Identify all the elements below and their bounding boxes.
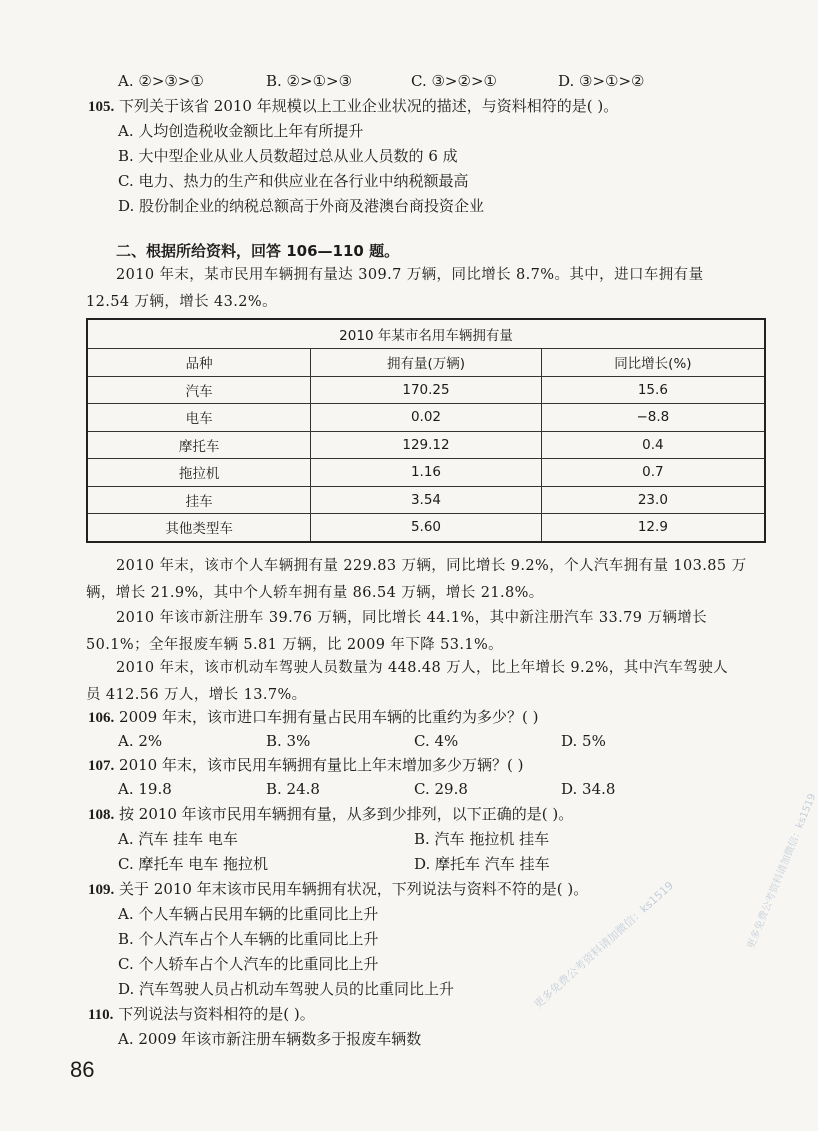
q104-option-b: B. ②>①>③ (266, 72, 353, 90)
q105-option-d: D. 股份制企业的纳税总额高于外商及港澳台商投资企业 (118, 197, 485, 215)
table-cell: 23.0 (541, 486, 765, 514)
vehicle-table (86, 318, 766, 543)
q106-number: 106. (88, 710, 115, 726)
q108-question (88, 803, 573, 826)
q107-option-a: A. 19.8 (118, 780, 172, 798)
q110-question (88, 1003, 315, 1026)
para3-line-1: 2010 年该市新注册车 39.76 万辆，同比增长 44.1%，其中新注册汽车 33.79 万辆增长 (116, 610, 708, 626)
q109-option-c: C. 个人轿车占个人汽车的比重同比上升 (118, 955, 379, 973)
table-header-cell: 品种 (87, 349, 311, 377)
q107-text: 2010 年末，该市民用车辆拥有量比上年末增加多少万辆？( ) (119, 756, 524, 774)
table-header-cell: 拥有量(万辆) (311, 349, 542, 377)
q108-option-d: D. 摩托车 汽车 挂车 (414, 855, 550, 873)
q104-option-d: D. ③>①>② (558, 72, 645, 90)
q109-question (88, 878, 588, 901)
q109-option-a: A. 个人车辆占民用车辆的比重同比上升 (118, 905, 379, 923)
intro-paragraph (86, 262, 766, 316)
q109-number: 109. (88, 882, 115, 898)
q105-option-c: C. 电力、热力的生产和供应业在各行业中纳税额最高 (118, 172, 469, 190)
q107-option-b: B. 24.8 (266, 780, 320, 798)
table-row (87, 431, 765, 459)
table-cell: 129.12 (311, 431, 542, 459)
table-row (87, 514, 765, 542)
para3-line-2: 50.1%；全年报废车辆 5.81 万辆，比 2009 年下降 53.1%。 (86, 637, 504, 653)
section2-title: 二、根据所给资料，回答 106—110 题。 (116, 242, 400, 260)
table-cell: −8.8 (541, 404, 765, 432)
table-cell: 170.25 (311, 376, 542, 404)
table-row (87, 404, 765, 432)
q108-option-a: A. 汽车 挂车 电车 (118, 830, 238, 848)
table-row (87, 459, 765, 487)
q105-number: 105. (88, 99, 115, 115)
q104-option-a: A. ②>③>① (118, 72, 204, 90)
q108-number: 108. (88, 807, 115, 823)
q108-option-b: B. 汽车 拖拉机 挂车 (414, 830, 550, 848)
para2-line-2: 辆，增长 21.9%，其中个人轿车拥有量 86.54 万辆，增长 21.8%。 (86, 585, 544, 601)
q107-option-d: D. 34.8 (561, 780, 616, 798)
table-cell: 0.02 (311, 404, 542, 432)
q108-option-c: C. 摩托车 电车 拖拉机 (118, 855, 269, 873)
watermark: 更多免费公考资料请加微信：ks1519 (531, 878, 677, 1012)
paragraph-4 (86, 655, 766, 709)
q110-number: 110. (88, 1007, 114, 1023)
q109-option-b: B. 个人汽车占个人车辆的比重同比上升 (118, 930, 379, 948)
page-number: 86 (70, 1057, 95, 1082)
q108-text: 按 2010 年该市民用车辆拥有量，从多到少排列，以下正确的是( )。 (119, 805, 574, 823)
table-cell: 汽车 (87, 376, 311, 404)
table-cell: 1.16 (311, 459, 542, 487)
intro-line-2: 12.54 万辆，增长 43.2%。 (86, 294, 277, 310)
table-row (87, 486, 765, 514)
paragraph-2 (86, 553, 766, 607)
q106-option-c: C. 4% (414, 732, 459, 750)
table-header-row (87, 349, 765, 377)
q105-question (88, 95, 618, 118)
q107-option-c: C. 29.8 (414, 780, 468, 798)
q106-question (88, 706, 538, 729)
table-cell: 0.4 (541, 431, 765, 459)
table-cell: 电车 (87, 404, 311, 432)
table-cell: 其他类型车 (87, 514, 311, 542)
q107-question (88, 754, 523, 777)
q106-option-a: A. 2% (118, 732, 163, 750)
para2-line-1: 2010 年末，该市个人车辆拥有量 229.83 万辆，同比增长 9.2%，个人汽车拥有量 103.85 万 (116, 558, 747, 574)
watermark-2: 更多免费公考资料请加微信：ks1519 (745, 792, 818, 951)
q105-text: 下列关于该省 2010 年规模以上工业企业状况的描述，与资料相符的是( )。 (119, 97, 619, 115)
table-title: 2010 年某市名用车辆拥有量 (87, 319, 765, 349)
q104-option-c: C. ③>②>① (411, 72, 497, 90)
q105-option-b: B. 大中型企业从业人员数超过总从业人员数的 6 成 (118, 147, 458, 165)
table-cell: 15.6 (541, 376, 765, 404)
q109-option-d: D. 汽车驾驶人员占机动车驾驶人员的比重同比上升 (118, 980, 455, 998)
q106-option-b: B. 3% (266, 732, 311, 750)
q105-option-a: A. 人均创造税收金额比上年有所提升 (118, 122, 364, 140)
table-cell: 拖拉机 (87, 459, 311, 487)
table-cell: 12.9 (541, 514, 765, 542)
para4-line-1: 2010 年末，该市机动车驾驶人员数量为 448.48 万人，比上年增长 9.2%，其中汽车驾驶人 (116, 660, 729, 676)
intro-line-1: 2010 年末，某市民用车辆拥有量达 309.7 万辆，同比增长 8.7%。其中，进口车拥有量 (116, 267, 704, 283)
table-header-cell: 同比增长(%) (541, 349, 765, 377)
para4-line-2: 员 412.56 万人，增长 13.7%。 (86, 687, 307, 703)
q109-text: 关于 2010 年末该市民用车辆拥有状况，下列说法与资料不符的是( )。 (119, 880, 589, 898)
table-cell: 摩托车 (87, 431, 311, 459)
q110-option-a: A. 2009 年该市新注册车辆数多于报废车辆数 (118, 1030, 422, 1048)
table-cell: 3.54 (311, 486, 542, 514)
q107-number: 107. (88, 758, 115, 774)
table-cell: 挂车 (87, 486, 311, 514)
q110-text: 下列说法与资料相符的是( )。 (118, 1005, 315, 1023)
paragraph-3 (86, 605, 766, 659)
q106-option-d: D. 5% (561, 732, 606, 750)
table-cell: 5.60 (311, 514, 542, 542)
table-cell: 0.7 (541, 459, 765, 487)
q106-text: 2009 年末，该市进口车拥有量占民用车辆的比重约为多少？( ) (119, 708, 539, 726)
table-row (87, 376, 765, 404)
